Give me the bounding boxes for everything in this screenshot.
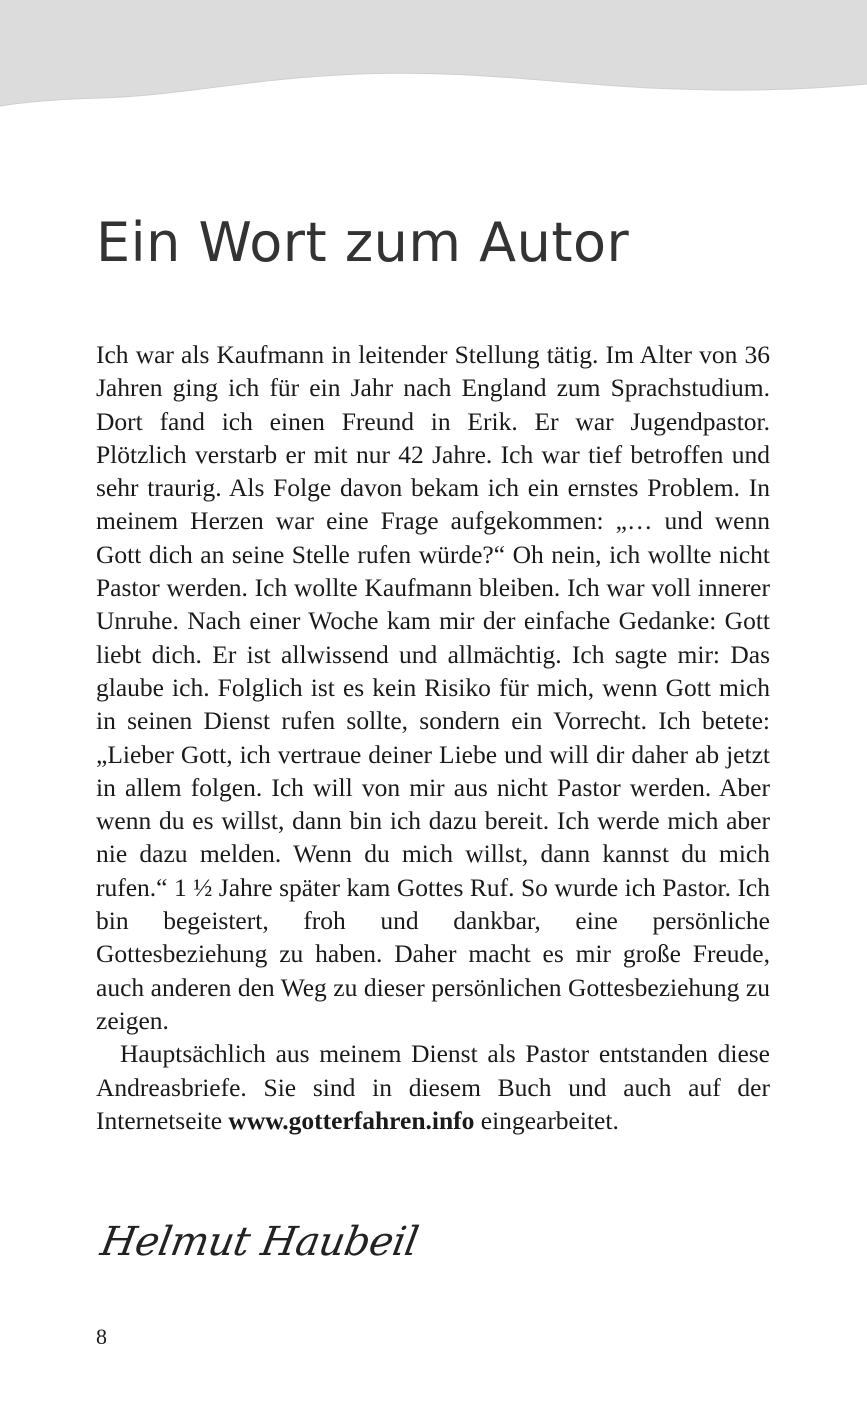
website-link: www.gotterfahren.info [228,1105,475,1135]
author-signature: Helmut Haubeil [97,1219,422,1265]
paragraph-1: Ich war als Kaufmann in leitender Stellung tätig. Im Alter von 36 Jahren ging ich für ein Jahr nach England zum Sprachstudium. Dort fand ich einen Freund in Erik. Er war Jugendpastor. Plötzlich verstarb er mit nur 42 Jahre. Ich war tief betroffen und sehr traurig. Als Folge davon bekam ich ein ernstes Problem. In meinem Herzen war eine Frage aufgekommen: „… und wenn Gott dich an seine Stelle rufen würde?“ Oh nein, ich wollte nicht Pastor werden. Ich wollte Kaufmann bleiben. Ich war voll innerer Unruhe. Nach einer Woche kam mir der einfache Gedanke: Gott liebt dich. Er ist allwissend und allmächtig. Ich sagte mir: Das glaube ich. Folglich ist es kein Risiko für mich, wenn Gott mich in seinen Dienst rufen sollte, sondern ein Vorrecht. Ich betete: „Lieber Gott, ich vertraue deiner Liebe und will dir daher ab jetzt in allem folgen. Ich will von mir aus nicht Pastor werden. Aber wenn du es willst, dann bin ich dazu bereit. Ich werde mich aber nie dazu melden. Wenn du mich willst, dann kannst du mich rufen.“ 1 ½ Jahre später kam Gottes Ruf. So wurde ich Pastor. Ich bin begeistert, froh und dankbar, eine persönliche Gottesbeziehung zu haben. Daher macht es mir große Freude, auch anderen den Weg zu dieser persönlichen Gottesbeziehung zu zeigen. [96,340,770,1035]
body-text [96,338,770,1137]
paragraph-2-start: Hauptsächlich aus meinem Dienst als Pastor entstanden diese Andreasbriefe. Sie sind in diesem Buch und auch auf der Internetseite [96,1039,770,1135]
paragraph-2-end: eingearbeitet. [474,1105,619,1135]
page-title: Ein Wort zum Autor [96,211,630,274]
page-number: 8 [96,1324,107,1349]
header-wave-decoration [0,0,867,120]
paragraph-2 [96,1037,770,1137]
